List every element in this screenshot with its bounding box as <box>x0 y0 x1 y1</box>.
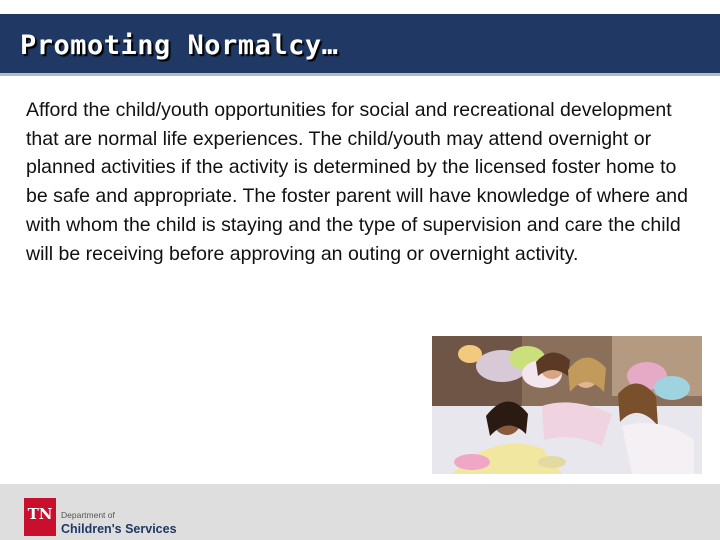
logo-department: Department of <box>61 510 115 520</box>
tn-logo-box <box>24 498 56 536</box>
top-strip <box>0 0 720 14</box>
tn-dcs-logo <box>24 498 184 538</box>
slide-title: Promoting Normalcy… <box>20 30 339 61</box>
slide-body-text: Afford the child/youth opportunities for social and recreational development that are normal life experiences. The child/youth may attend overnight or planned activities if the activity is determined by the licensed foster home to be safe and appropriate. The foster parent will have knowledge of where and with whom the child is staying and the type of supervision and care the child will be receiving before approving an outing or overnight activity. <box>26 99 688 265</box>
title-bar <box>0 14 720 76</box>
girls-on-bed-photo <box>432 336 702 474</box>
tn-logo-abbr: TN <box>27 505 53 523</box>
logo-agency-name: Children's Services <box>61 522 177 536</box>
